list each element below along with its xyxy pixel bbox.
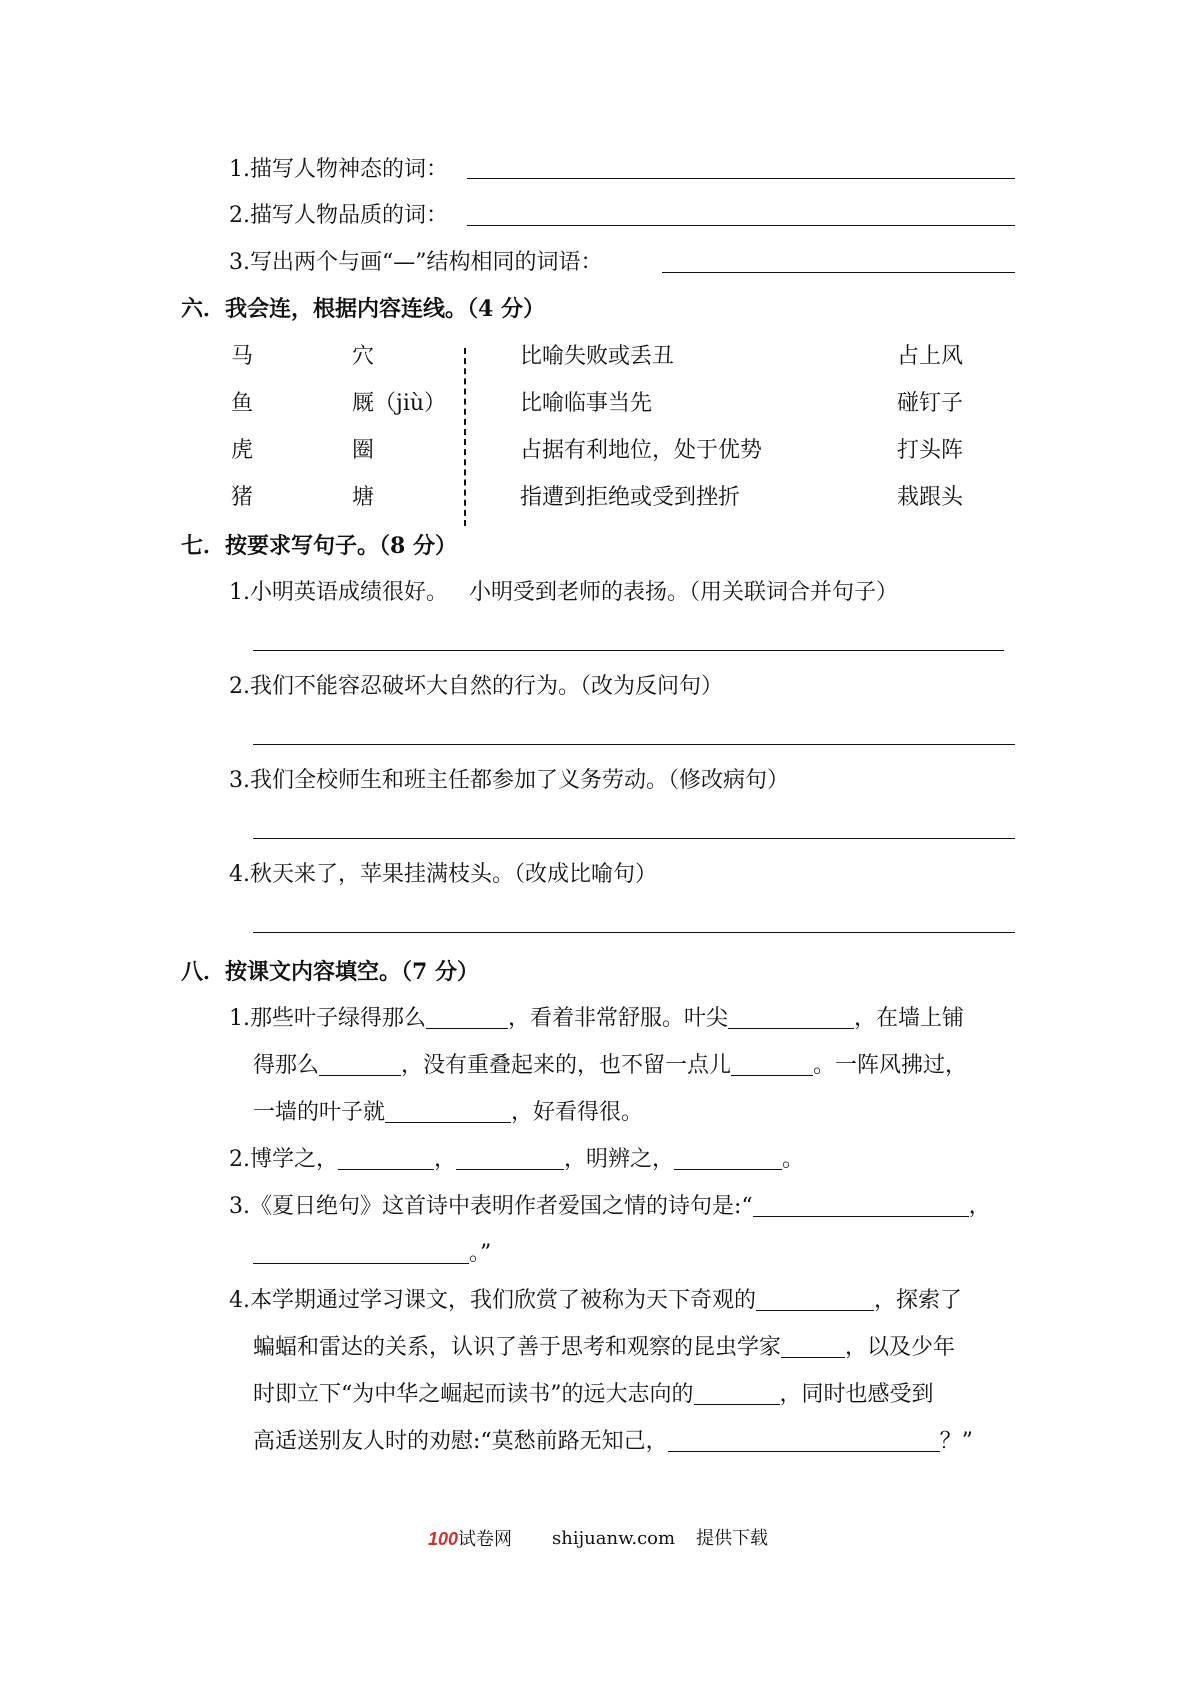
answer-line[interactable] [253,744,1015,745]
fill-blank[interactable] [731,1053,813,1076]
match-home[interactable]: 穴 [352,344,375,369]
answer-line[interactable] [662,272,1015,273]
answer-line[interactable] [467,225,1015,226]
fill-blank[interactable] [253,1241,469,1264]
match-idiom[interactable]: 碰钉子 [897,391,964,416]
match-meaning[interactable]: 指遭到拒绝或受到挫折 [520,485,741,510]
fill-blank-line [253,1333,955,1363]
text-segment: 2.博学之， [229,1147,338,1172]
text-segment: 3.《夏日绝句》这首诗中表明作者爱国之情的诗句是:“ [229,1194,753,1219]
fill-blank[interactable] [694,1382,780,1405]
footer-brand [428,1527,512,1552]
fill-line-label: 1.描写人物神态的词： [229,157,448,182]
fill-blank[interactable] [456,1147,564,1170]
text-segment: 蝙蝠和雷达的关系，认识了善于思考和观察的昆虫学家 [253,1335,782,1360]
fill-blank-line [229,1145,804,1175]
match-meaning[interactable]: 比喻临事当先 [520,391,653,416]
text-segment: ，看着非常舒服。叶尖 [508,1006,729,1031]
text-segment: 得那么 [253,1053,320,1078]
answer-line[interactable] [253,838,1015,839]
fill-blank-line [253,1051,967,1081]
text-segment: 一墙的叶子就 [253,1100,386,1125]
fill-blank-line [253,1380,934,1410]
match-home[interactable]: 塘 [352,485,375,510]
text-segment: ， [434,1147,457,1172]
fill-blank[interactable] [338,1147,434,1170]
match-animal[interactable]: 虎 [231,438,254,463]
fill-blank[interactable] [385,1100,511,1123]
footer-tagline: 提供下载 [696,1528,768,1549]
section-7-title: 七．按要求写句子。（8 分） [181,533,457,559]
match-idiom[interactable]: 占上风 [897,344,964,369]
fill-blank-line [253,1239,491,1269]
text-segment: ， [968,1194,991,1219]
sentence-task: 2.我们不能容忍破坏大自然的行为。（改为反问句） [229,674,723,699]
answer-line[interactable] [467,178,1015,179]
fill-blank-line [229,1004,964,1034]
text-segment: ？” [939,1429,973,1454]
section-8-title: 八．按课文内容填空。（7 分） [181,959,479,985]
fill-blank[interactable] [728,1006,854,1029]
section-6-title: 六．我会连，根据内容连线。（4 分） [181,296,545,322]
text-segment: 1.那些叶子绿得那么 [229,1006,426,1031]
sentence-task: 4.秋天来了，苹果挂满枝头。（改成比喻句） [229,862,657,887]
text-segment: 高适送别友人时的劝慰:“莫愁前路无知己， [253,1429,668,1454]
fill-blank[interactable] [753,1194,969,1217]
text-segment: ，同时也感受到 [779,1382,934,1407]
fill-blank[interactable] [319,1053,401,1076]
site-logo: 100 [428,1529,459,1549]
fill-blank[interactable] [668,1429,940,1452]
site-name: 试卷网 [458,1529,513,1550]
footer-domain[interactable]: shijuanw.com [552,1528,676,1549]
text-segment: ，明辨之， [564,1147,675,1172]
sentence-task: 3.我们全校师生和班主任都参加了义务劳动。（修改病句） [229,768,789,793]
text-segment: ，在墙上铺 [854,1006,965,1031]
text-segment: ，探索了 [874,1288,963,1313]
answer-line[interactable] [253,932,1015,933]
fill-blank[interactable] [674,1147,782,1170]
fill-blank-line [229,1286,962,1316]
match-animal[interactable]: 马 [231,344,254,369]
match-home[interactable]: 厩（jiù） [352,391,447,416]
answer-line[interactable] [253,650,1004,651]
sentence-task: 1.小明英语成绩很好。 小明受到老师的表扬。（用关联词合并句子） [229,580,898,605]
text-segment: ，好看得很。 [511,1100,644,1125]
dashed-divider [464,348,466,526]
text-segment: 。” [469,1241,492,1266]
text-segment: ，没有重叠起来的，也不留一点儿 [401,1053,732,1078]
fill-line-label: 3.写出两个与画“—”结构相同的词语： [229,250,603,275]
fill-blank[interactable] [756,1288,874,1311]
text-segment: ，以及少年 [845,1335,956,1360]
text-segment: 4.本学期通过学习课文，我们欣赏了被称为天下奇观的 [229,1288,756,1313]
match-idiom[interactable]: 栽跟头 [897,485,964,510]
match-meaning[interactable]: 占据有利地位，处于优势 [520,438,763,463]
text-segment: 时即立下“为中华之崛起而读书”的远大志向的 [253,1382,694,1407]
text-segment: 。一阵风拂过， [813,1053,968,1078]
fill-blank-line [253,1098,643,1128]
fill-blank-line [253,1427,973,1457]
fill-blank[interactable] [426,1006,508,1029]
fill-line-label: 2.描写人物品质的词： [229,203,448,228]
match-meaning[interactable]: 比喻失败或丢丑 [520,344,675,369]
text-segment: 。 [782,1147,805,1172]
fill-blank-line [229,1192,991,1222]
fill-blank[interactable] [781,1335,845,1358]
match-idiom[interactable]: 打头阵 [897,438,964,463]
match-home[interactable]: 圈 [352,438,375,463]
match-animal[interactable]: 猪 [231,485,254,510]
match-animal[interactable]: 鱼 [231,391,254,416]
